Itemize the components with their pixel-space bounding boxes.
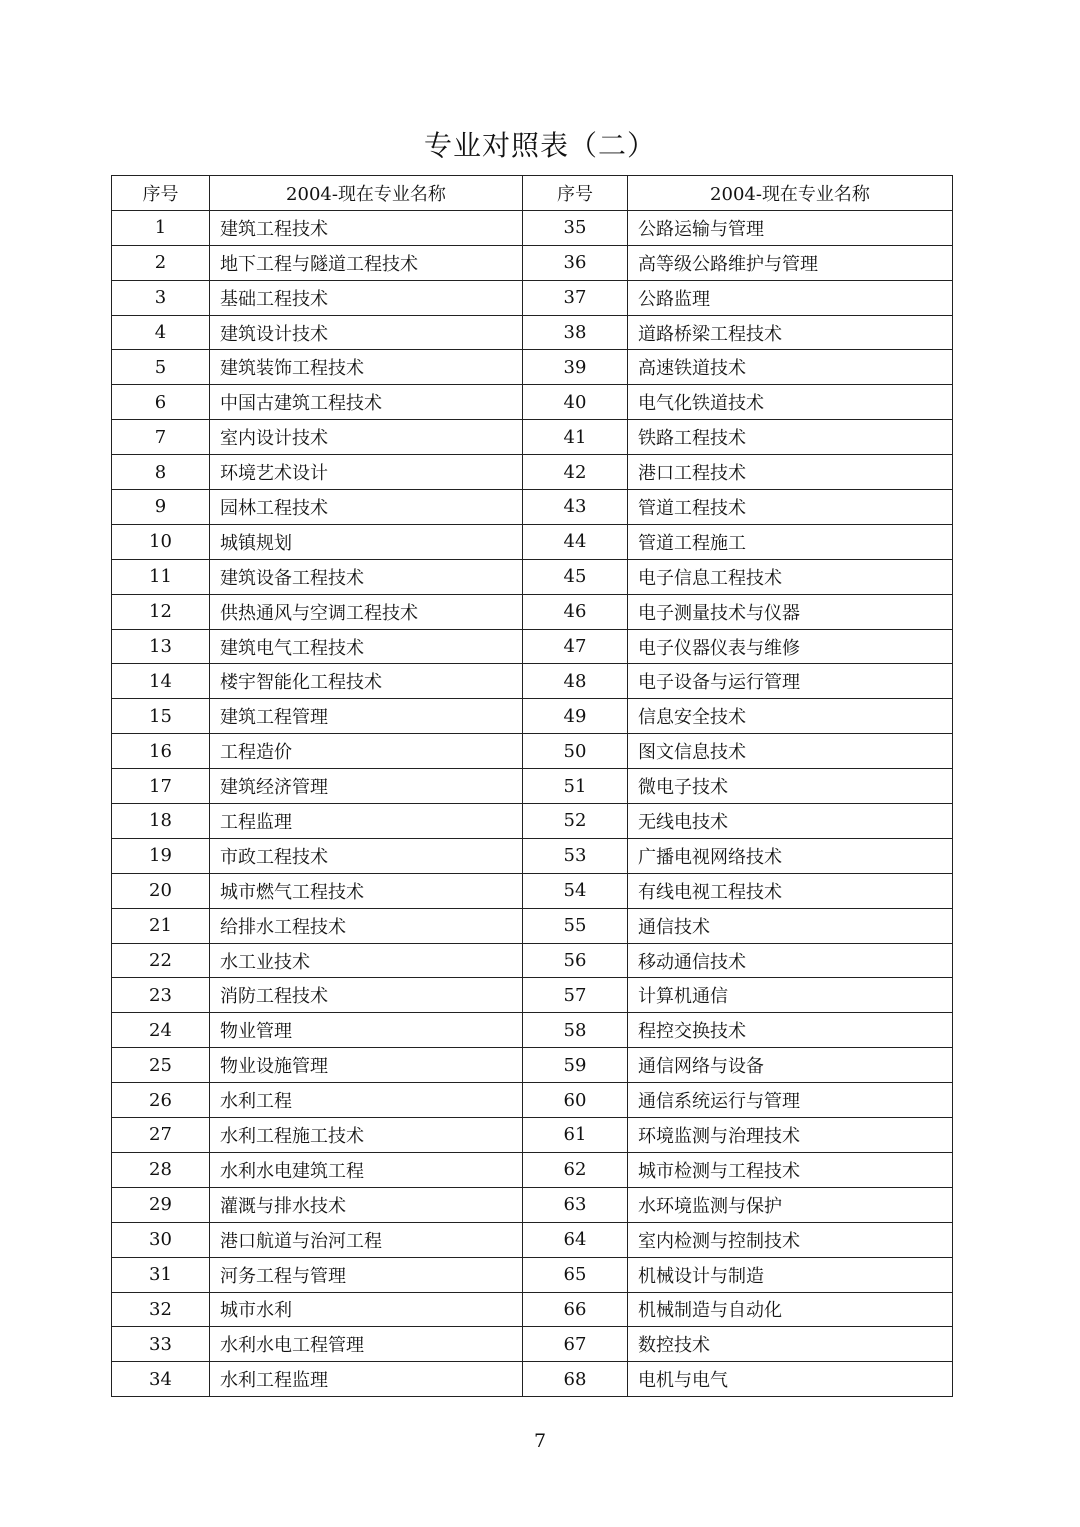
major-name-cell-right: 有线电视工程技术 bbox=[628, 873, 953, 908]
seq-cell-right: 61 bbox=[523, 1118, 628, 1153]
table-row bbox=[112, 1013, 953, 1048]
table-row bbox=[112, 978, 953, 1013]
seq-cell-right: 62 bbox=[523, 1152, 628, 1187]
major-name-cell-right: 高速铁道技术 bbox=[628, 350, 953, 385]
seq-cell-right: 40 bbox=[523, 385, 628, 420]
major-name-cell-left: 环境艺术设计 bbox=[210, 455, 523, 490]
major-name-cell-left: 物业管理 bbox=[210, 1013, 523, 1048]
major-name-cell-right: 无线电技术 bbox=[628, 804, 953, 839]
major-name-cell-right: 港口工程技术 bbox=[628, 455, 953, 490]
seq-cell-right: 42 bbox=[523, 455, 628, 490]
header-seq-right: 序号 bbox=[523, 176, 628, 211]
seq-cell-left: 3 bbox=[112, 280, 210, 315]
table-row bbox=[112, 734, 953, 769]
seq-cell-right: 64 bbox=[523, 1222, 628, 1257]
seq-cell-right: 37 bbox=[523, 280, 628, 315]
major-name-cell-left: 工程监理 bbox=[210, 804, 523, 839]
header-seq-left: 序号 bbox=[112, 176, 210, 211]
seq-cell-left: 21 bbox=[112, 908, 210, 943]
major-name-cell-left: 中国古建筑工程技术 bbox=[210, 385, 523, 420]
seq-cell-right: 50 bbox=[523, 734, 628, 769]
seq-cell-left: 7 bbox=[112, 420, 210, 455]
major-name-cell-right: 机械制造与自动化 bbox=[628, 1292, 953, 1327]
seq-cell-left: 26 bbox=[112, 1083, 210, 1118]
major-name-cell-left: 工程造价 bbox=[210, 734, 523, 769]
table-row bbox=[112, 1048, 953, 1083]
major-name-cell-right: 水环境监测与保护 bbox=[628, 1187, 953, 1222]
major-name-cell-right: 电子设备与运行管理 bbox=[628, 664, 953, 699]
seq-cell-left: 4 bbox=[112, 315, 210, 350]
seq-cell-left: 28 bbox=[112, 1152, 210, 1187]
seq-cell-left: 32 bbox=[112, 1292, 210, 1327]
seq-cell-left: 24 bbox=[112, 1013, 210, 1048]
major-name-cell-left: 灌溉与排水技术 bbox=[210, 1187, 523, 1222]
seq-cell-right: 35 bbox=[523, 210, 628, 245]
major-name-cell-right: 通信系统运行与管理 bbox=[628, 1083, 953, 1118]
seq-cell-left: 25 bbox=[112, 1048, 210, 1083]
major-name-cell-left: 建筑电气工程技术 bbox=[210, 629, 523, 664]
seq-cell-right: 46 bbox=[523, 594, 628, 629]
major-name-cell-left: 建筑工程管理 bbox=[210, 699, 523, 734]
seq-cell-right: 68 bbox=[523, 1362, 628, 1397]
seq-cell-left: 11 bbox=[112, 559, 210, 594]
major-name-cell-right: 城市检测与工程技术 bbox=[628, 1152, 953, 1187]
major-name-cell-right: 图文信息技术 bbox=[628, 734, 953, 769]
table-row bbox=[112, 873, 953, 908]
seq-cell-left: 13 bbox=[112, 629, 210, 664]
major-name-cell-right: 计算机通信 bbox=[628, 978, 953, 1013]
major-name-cell-right: 电机与电气 bbox=[628, 1362, 953, 1397]
seq-cell-right: 44 bbox=[523, 524, 628, 559]
table-row bbox=[112, 1222, 953, 1257]
seq-cell-right: 57 bbox=[523, 978, 628, 1013]
table-row bbox=[112, 420, 953, 455]
seq-cell-right: 45 bbox=[523, 559, 628, 594]
seq-cell-right: 38 bbox=[523, 315, 628, 350]
major-name-cell-left: 供热通风与空调工程技术 bbox=[210, 594, 523, 629]
seq-cell-right: 60 bbox=[523, 1083, 628, 1118]
table-row bbox=[112, 490, 953, 525]
major-name-cell-right: 电子测量技术与仪器 bbox=[628, 594, 953, 629]
table-row bbox=[112, 943, 953, 978]
seq-cell-left: 9 bbox=[112, 490, 210, 525]
major-comparison-table bbox=[111, 175, 953, 1397]
seq-cell-left: 1 bbox=[112, 210, 210, 245]
major-name-cell-right: 道路桥梁工程技术 bbox=[628, 315, 953, 350]
seq-cell-left: 5 bbox=[112, 350, 210, 385]
major-name-cell-left: 市政工程技术 bbox=[210, 838, 523, 873]
major-name-cell-right: 铁路工程技术 bbox=[628, 420, 953, 455]
table-row bbox=[112, 838, 953, 873]
major-name-cell-left: 建筑装饰工程技术 bbox=[210, 350, 523, 385]
seq-cell-right: 63 bbox=[523, 1187, 628, 1222]
table-body bbox=[112, 210, 953, 1396]
major-name-cell-right: 环境监测与治理技术 bbox=[628, 1118, 953, 1153]
major-name-cell-left: 水利水电工程管理 bbox=[210, 1327, 523, 1362]
major-name-cell-right: 公路监理 bbox=[628, 280, 953, 315]
table-row bbox=[112, 769, 953, 804]
seq-cell-left: 34 bbox=[112, 1362, 210, 1397]
table-row bbox=[112, 594, 953, 629]
seq-cell-right: 56 bbox=[523, 943, 628, 978]
major-name-cell-left: 建筑经济管理 bbox=[210, 769, 523, 804]
major-name-cell-left: 给排水工程技术 bbox=[210, 908, 523, 943]
table-row bbox=[112, 1327, 953, 1362]
seq-cell-right: 67 bbox=[523, 1327, 628, 1362]
major-name-cell-right: 通信技术 bbox=[628, 908, 953, 943]
seq-cell-left: 10 bbox=[112, 524, 210, 559]
seq-cell-right: 65 bbox=[523, 1257, 628, 1292]
major-name-cell-left: 消防工程技术 bbox=[210, 978, 523, 1013]
seq-cell-left: 6 bbox=[112, 385, 210, 420]
major-name-cell-right: 高等级公路维护与管理 bbox=[628, 245, 953, 280]
seq-cell-left: 16 bbox=[112, 734, 210, 769]
table-row bbox=[112, 1152, 953, 1187]
major-name-cell-right: 通信网络与设备 bbox=[628, 1048, 953, 1083]
seq-cell-right: 53 bbox=[523, 838, 628, 873]
major-name-cell-left: 水利水电建筑工程 bbox=[210, 1152, 523, 1187]
table-row bbox=[112, 629, 953, 664]
table-row bbox=[112, 699, 953, 734]
table-row bbox=[112, 1362, 953, 1397]
seq-cell-left: 30 bbox=[112, 1222, 210, 1257]
major-name-cell-right: 程控交换技术 bbox=[628, 1013, 953, 1048]
major-name-cell-left: 楼宇智能化工程技术 bbox=[210, 664, 523, 699]
seq-cell-left: 14 bbox=[112, 664, 210, 699]
seq-cell-right: 49 bbox=[523, 699, 628, 734]
major-name-cell-left: 河务工程与管理 bbox=[210, 1257, 523, 1292]
major-name-cell-right: 电气化铁道技术 bbox=[628, 385, 953, 420]
seq-cell-right: 36 bbox=[523, 245, 628, 280]
table-row bbox=[112, 908, 953, 943]
major-name-cell-left: 建筑工程技术 bbox=[210, 210, 523, 245]
major-name-cell-left: 水利工程 bbox=[210, 1083, 523, 1118]
seq-cell-right: 43 bbox=[523, 490, 628, 525]
table-header-row bbox=[112, 176, 953, 211]
page-number: 7 bbox=[533, 1430, 547, 1452]
table-row bbox=[112, 385, 953, 420]
table-row bbox=[112, 524, 953, 559]
seq-cell-right: 48 bbox=[523, 664, 628, 699]
major-name-cell-left: 建筑设备工程技术 bbox=[210, 559, 523, 594]
major-name-cell-left: 地下工程与隧道工程技术 bbox=[210, 245, 523, 280]
table-row bbox=[112, 280, 953, 315]
major-name-cell-left: 水利工程监理 bbox=[210, 1362, 523, 1397]
seq-cell-left: 17 bbox=[112, 769, 210, 804]
seq-cell-right: 51 bbox=[523, 769, 628, 804]
major-name-cell-right: 信息安全技术 bbox=[628, 699, 953, 734]
major-name-cell-right: 公路运输与管理 bbox=[628, 210, 953, 245]
major-name-cell-left: 城市燃气工程技术 bbox=[210, 873, 523, 908]
seq-cell-left: 31 bbox=[112, 1257, 210, 1292]
seq-cell-left: 15 bbox=[112, 699, 210, 734]
table-row bbox=[112, 804, 953, 839]
seq-cell-right: 47 bbox=[523, 629, 628, 664]
major-name-cell-left: 港口航道与治河工程 bbox=[210, 1222, 523, 1257]
seq-cell-left: 20 bbox=[112, 873, 210, 908]
header-major-name-right: 2004-现在专业名称 bbox=[628, 176, 953, 211]
major-name-cell-right: 移动通信技术 bbox=[628, 943, 953, 978]
major-name-cell-left: 物业设施管理 bbox=[210, 1048, 523, 1083]
major-name-cell-right: 管道工程技术 bbox=[628, 490, 953, 525]
major-name-cell-right: 广播电视网络技术 bbox=[628, 838, 953, 873]
seq-cell-right: 52 bbox=[523, 804, 628, 839]
table-row bbox=[112, 559, 953, 594]
seq-cell-left: 2 bbox=[112, 245, 210, 280]
seq-cell-left: 29 bbox=[112, 1187, 210, 1222]
major-name-cell-left: 城市水利 bbox=[210, 1292, 523, 1327]
table-row bbox=[112, 315, 953, 350]
major-name-cell-left: 水工业技术 bbox=[210, 943, 523, 978]
major-name-cell-right: 室内检测与控制技术 bbox=[628, 1222, 953, 1257]
seq-cell-right: 66 bbox=[523, 1292, 628, 1327]
major-name-cell-right: 微电子技术 bbox=[628, 769, 953, 804]
major-name-cell-right: 电子仪器仪表与维修 bbox=[628, 629, 953, 664]
seq-cell-right: 55 bbox=[523, 908, 628, 943]
major-name-cell-left: 基础工程技术 bbox=[210, 280, 523, 315]
table-row bbox=[112, 210, 953, 245]
seq-cell-left: 22 bbox=[112, 943, 210, 978]
header-major-name-left: 2004-现在专业名称 bbox=[210, 176, 523, 211]
major-name-cell-left: 建筑设计技术 bbox=[210, 315, 523, 350]
seq-cell-left: 33 bbox=[112, 1327, 210, 1362]
table-row bbox=[112, 350, 953, 385]
table-row bbox=[112, 455, 953, 490]
seq-cell-left: 8 bbox=[112, 455, 210, 490]
table-row bbox=[112, 245, 953, 280]
table-row bbox=[112, 1257, 953, 1292]
major-name-cell-right: 数控技术 bbox=[628, 1327, 953, 1362]
major-name-cell-left: 水利工程施工技术 bbox=[210, 1118, 523, 1153]
major-name-cell-right: 机械设计与制造 bbox=[628, 1257, 953, 1292]
table-row bbox=[112, 1292, 953, 1327]
table-row bbox=[112, 664, 953, 699]
seq-cell-left: 12 bbox=[112, 594, 210, 629]
major-name-cell-left: 室内设计技术 bbox=[210, 420, 523, 455]
table-row bbox=[112, 1118, 953, 1153]
seq-cell-right: 39 bbox=[523, 350, 628, 385]
seq-cell-left: 18 bbox=[112, 804, 210, 839]
major-name-cell-left: 城镇规划 bbox=[210, 524, 523, 559]
major-name-cell-right: 管道工程施工 bbox=[628, 524, 953, 559]
seq-cell-right: 41 bbox=[523, 420, 628, 455]
major-name-cell-right: 电子信息工程技术 bbox=[628, 559, 953, 594]
seq-cell-left: 19 bbox=[112, 838, 210, 873]
major-name-cell-left: 园林工程技术 bbox=[210, 490, 523, 525]
seq-cell-left: 27 bbox=[112, 1118, 210, 1153]
seq-cell-right: 58 bbox=[523, 1013, 628, 1048]
seq-cell-left: 23 bbox=[112, 978, 210, 1013]
seq-cell-right: 54 bbox=[523, 873, 628, 908]
table-row bbox=[112, 1187, 953, 1222]
page-title: 专业对照表（二） bbox=[423, 129, 656, 162]
seq-cell-right: 59 bbox=[523, 1048, 628, 1083]
table-row bbox=[112, 1083, 953, 1118]
